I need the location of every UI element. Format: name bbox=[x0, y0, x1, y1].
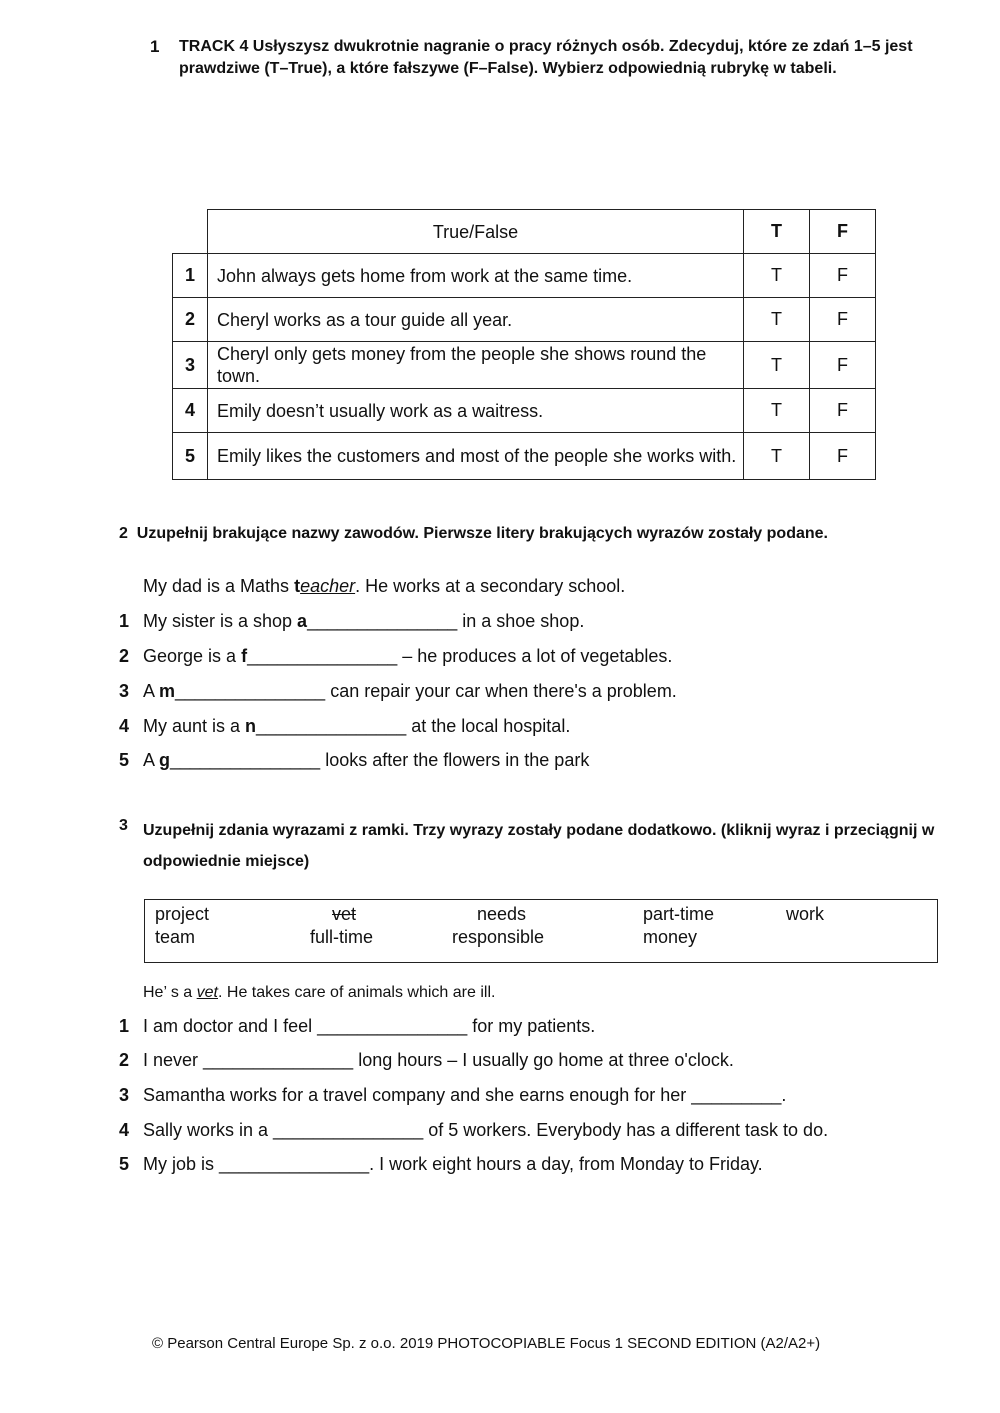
false-option[interactable]: F bbox=[810, 433, 876, 480]
example-text-after: . He works at a secondary school. bbox=[355, 576, 626, 596]
row-number: 2 bbox=[173, 298, 208, 342]
item-number: 2 bbox=[119, 646, 130, 666]
item-text-before: My sister is a shop bbox=[143, 611, 298, 631]
table-header-row bbox=[173, 210, 876, 254]
item-first-letter: g bbox=[159, 750, 171, 770]
row-number: 5 bbox=[173, 433, 208, 480]
answer-blank[interactable]: _______________ bbox=[170, 750, 321, 770]
true-option[interactable]: T bbox=[744, 433, 810, 480]
word-chip[interactable]: project bbox=[155, 904, 210, 924]
example-text-before: He’ s a bbox=[143, 984, 197, 1001]
item-number: 2 bbox=[119, 1050, 130, 1070]
table-row bbox=[173, 298, 876, 342]
true-false-table bbox=[172, 209, 876, 480]
item-text-after: at the local hospital. bbox=[406, 716, 571, 736]
true-option[interactable]: T bbox=[744, 298, 810, 342]
item-text-before: A bbox=[143, 681, 160, 701]
row-statement: Emily doesn’t usually work as a waitress. bbox=[208, 389, 744, 433]
true-option[interactable]: T bbox=[744, 254, 810, 298]
item-text-after: can repair your car when there's a problem. bbox=[325, 681, 677, 701]
row-statement: Cheryl only gets money from the people she shows round the town. bbox=[208, 342, 744, 389]
item-sentence: Sally works in a _______________ of 5 workers. Everybody has a different task to do. bbox=[143, 1120, 829, 1140]
table-corner-cell bbox=[173, 210, 208, 254]
example-text-before: My dad is a Maths bbox=[143, 576, 295, 596]
word-chip[interactable]: part-time bbox=[643, 904, 715, 924]
table-row bbox=[173, 342, 876, 389]
example-answer: eacher bbox=[300, 576, 356, 596]
item-text-after: – he produces a lot of vegetables. bbox=[397, 646, 673, 666]
row-number: 1 bbox=[173, 254, 208, 298]
word-chip[interactable]: needs bbox=[477, 904, 527, 924]
item-number: 4 bbox=[119, 716, 130, 736]
item-sentence: I am doctor and I feel _______________ for my patients. bbox=[143, 1016, 596, 1036]
row-statement: Emily likes the customers and most of the people she works with. bbox=[208, 433, 744, 480]
row-number: 4 bbox=[173, 389, 208, 433]
header-true: T bbox=[744, 210, 810, 254]
false-option[interactable]: F bbox=[810, 254, 876, 298]
exercise-2-number: 2 bbox=[119, 525, 128, 542]
item-text-before: A bbox=[143, 750, 160, 770]
exercise-2-instruction bbox=[119, 523, 889, 545]
item-number: 3 bbox=[119, 1085, 130, 1105]
item-text-before: George is a bbox=[143, 646, 242, 666]
exercise-3-instruction: Uzupełnij zdania wyrazami z ramki. Trzy wyrazy zostały podane dodatkowo. (kliknij wyraz i przeciągnij w odpowiednie miejsce) bbox=[143, 822, 935, 870]
example-first-letter: t bbox=[294, 576, 301, 596]
item-text-after: in a shoe shop. bbox=[457, 611, 585, 631]
exercise-3-number: 3 bbox=[119, 817, 128, 834]
item-first-letter: m bbox=[159, 681, 176, 701]
item-text-before: My aunt is a bbox=[143, 716, 246, 736]
word-chip[interactable]: team bbox=[155, 927, 196, 947]
example-text-after: . He takes care of animals which are ill. bbox=[218, 984, 496, 1001]
word-chip[interactable]: money bbox=[643, 927, 698, 947]
example-answer: vet bbox=[196, 984, 218, 1001]
header-false: F bbox=[810, 210, 876, 254]
exercise-2-instruction-text: Uzupełnij brakujące nazwy zawodów. Pierwsze litery brakujących wyrazów zostały podane. bbox=[136, 525, 828, 542]
item-first-letter: a bbox=[297, 611, 308, 631]
item-number: 5 bbox=[119, 1154, 130, 1174]
table-row bbox=[173, 389, 876, 433]
word-chip[interactable]: full-time bbox=[310, 927, 374, 947]
false-option[interactable]: F bbox=[810, 298, 876, 342]
item-text-after: looks after the flowers in the park bbox=[320, 750, 590, 770]
answer-blank[interactable]: _______________ bbox=[247, 646, 398, 666]
true-option[interactable]: T bbox=[744, 389, 810, 433]
word-chip-used: vet bbox=[332, 904, 357, 924]
exercise-3-example bbox=[143, 984, 495, 1002]
row-statement: Cheryl works as a tour guide all year. bbox=[208, 298, 744, 342]
item-first-letter: f bbox=[241, 646, 248, 666]
header-statement: True/False bbox=[208, 210, 744, 254]
table-row bbox=[173, 254, 876, 298]
item-number: 5 bbox=[119, 750, 130, 770]
answer-blank[interactable]: _______________ bbox=[175, 681, 326, 701]
item-number: 1 bbox=[119, 1016, 130, 1036]
true-option[interactable]: T bbox=[744, 342, 810, 389]
row-number: 3 bbox=[173, 342, 208, 389]
item-sentence: I never _______________ long hours – I usually go home at three o'clock. bbox=[143, 1050, 734, 1070]
copyright-footer: © Pearson Central Europe Sp. z o.o. 2019 PHOTOCOPIABLE Focus 1 SECOND EDITION (A2/A2+) bbox=[152, 1335, 821, 1352]
item-number: 4 bbox=[119, 1120, 130, 1140]
answer-blank[interactable]: _______________ bbox=[256, 716, 407, 736]
item-number: 1 bbox=[119, 611, 130, 631]
item-number: 3 bbox=[119, 681, 130, 701]
false-option[interactable]: F bbox=[810, 389, 876, 433]
item-first-letter: n bbox=[245, 716, 257, 736]
row-statement: John always gets home from work at the same time. bbox=[208, 254, 744, 298]
item-sentence: My job is _______________. I work eight hours a day, from Monday to Friday. bbox=[143, 1154, 763, 1174]
table-row bbox=[173, 433, 876, 480]
item-sentence: Samantha works for a travel company and she earns enough for her _________. bbox=[143, 1085, 787, 1105]
word-chip[interactable]: work bbox=[786, 904, 825, 924]
word-bank-box bbox=[144, 899, 938, 963]
answer-blank[interactable]: _______________ bbox=[307, 611, 458, 631]
false-option[interactable]: F bbox=[810, 342, 876, 389]
exercise-1-number: 1 bbox=[150, 37, 160, 56]
word-chip[interactable]: responsible bbox=[452, 927, 545, 947]
exercise-1-instruction: TRACK 4 Usłyszysz dwukrotnie nagranie o pracy różnych osób. Zdecyduj, które ze zdań 1–5 jest prawdziwe (T–True), a które fałszywe (F–False). Wybierz odpowiednią rubrykę w tabeli. bbox=[179, 38, 913, 77]
